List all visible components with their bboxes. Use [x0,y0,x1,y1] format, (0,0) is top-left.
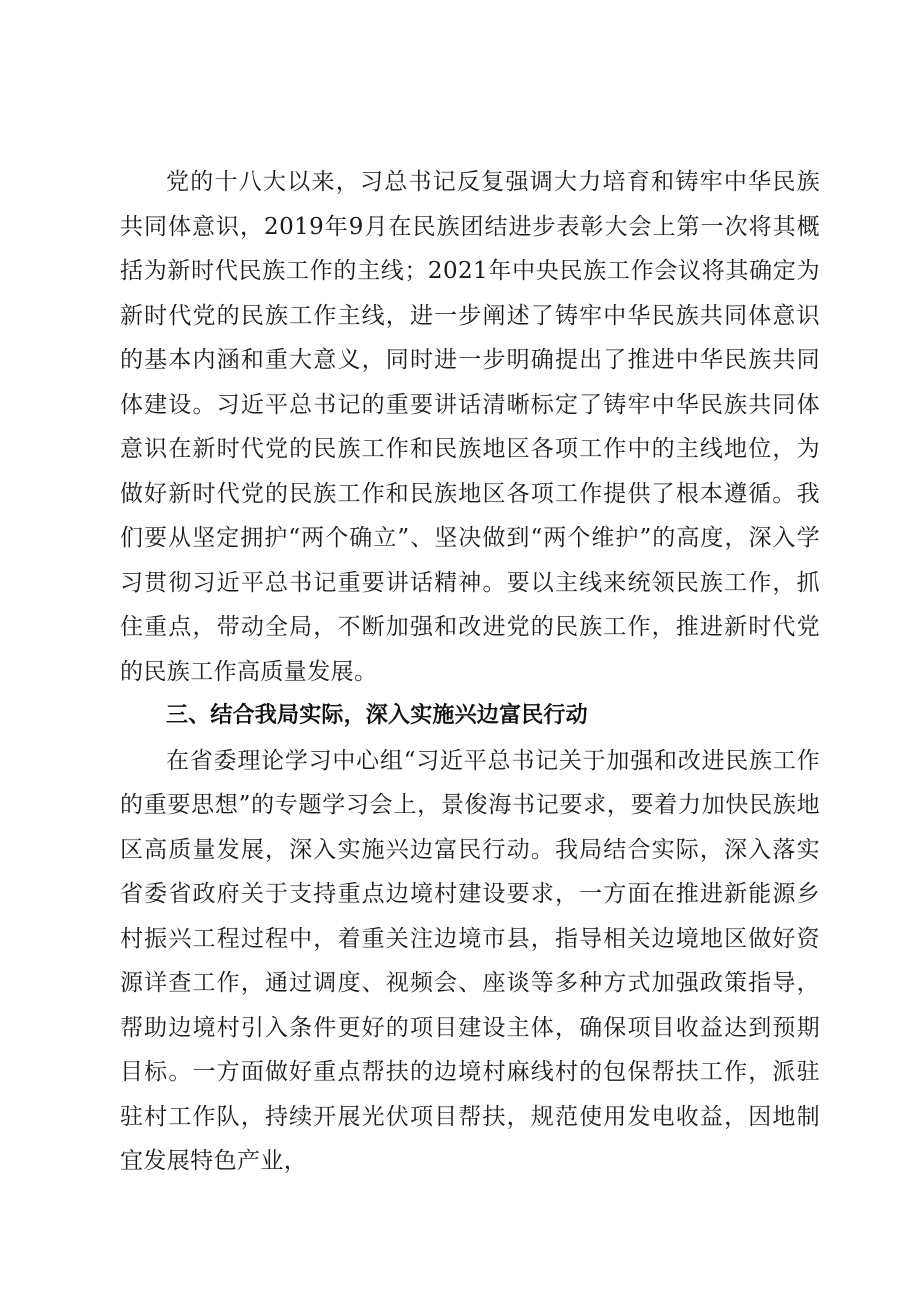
body-paragraph-1: 党的十八大以来，习总书记反复强调大力培育和铸牢中华民族共同体意识，2019年9月在民族团结进步表彰大会上第一次将其概括为新时代民族工作的主线；2021年中央民族工作会议将其确定为新时代党的民族工作主线，进一步阐述了铸牢中华民族共同体意识的基本内涵和重大意义，同时进一步明确提出了推进中华民族共同体建设。习近平总书记的重要讲话清晰标定了铸牢中华民族共同体意识在新时代党的民族工作和民族地区各项工作中的主线地位，为做好新时代党的民族工作和民族地区各项工作提供了根本遵循。我们要从坚定拥护“两个确立”、坚决做到“两个维护”的高度，深入学习贯彻习近平总书记重要讲话精神。要以主线来统领民族工作，抓住重点，带动全局，不断加强和改进党的民族工作，推进新时代党的民族工作高质量发展。 [120,169,820,685]
document-body [120,160,820,1184]
body-paragraph-2: 在省委理论学习中心组“习近平总书记关于加强和改进民族工作的重要思想”的专题学习会上，景俊海书记要求，要着力加快民族地区高质量发展，深入实施兴边富民行动。我局结合实际，深入落实省委省政府关于支持重点边境村建设要求，一方面在推进新能源乡村振兴工程过程中，着重关注边境市县，指导相关边境地区做好资源详查工作，通过调度、视频会、座谈等多种方式加强政策指导，帮助边境村引入条件更好的项目建设主体，确保项目收益达到预期目标。一方面做好重点帮扶的边境村麻线村的包保帮扶工作，派驻驻村工作队，持续开展光伏项目帮扶，规范使用发电收益，因地制宜发展特色产业， [120,747,820,1174]
section-heading: 三、结合我局实际，深入实施兴边富民行动 [166,703,588,728]
